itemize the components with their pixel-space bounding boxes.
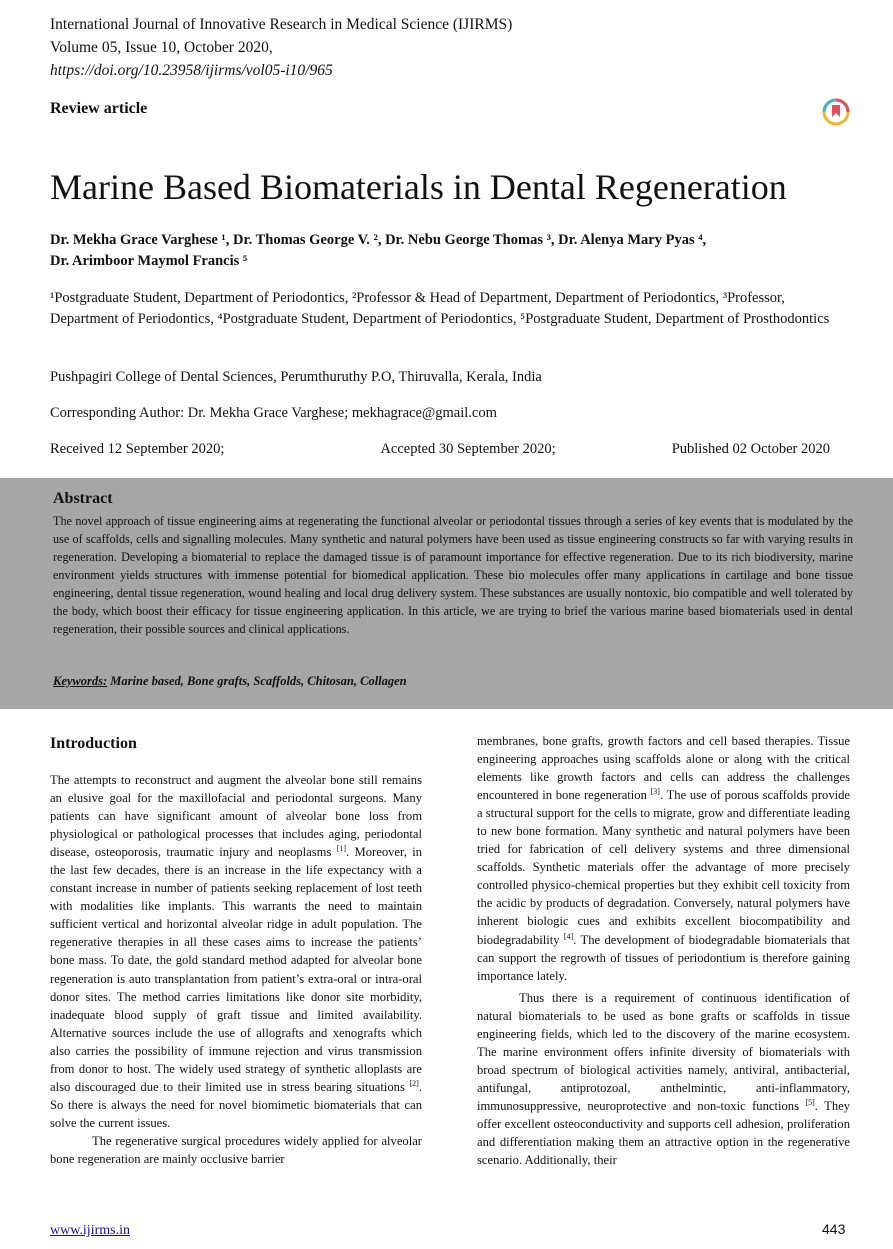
- accepted-date: Accepted 30 September 2020;: [380, 441, 556, 457]
- published-date: Published 02 October 2020: [671, 441, 830, 457]
- citation-3[interactable]: [3]: [650, 786, 660, 796]
- author-line-1: Dr. Mekha Grace Varghese ¹, Dr. Thomas George V. ², Dr. Nebu George Thomas ³, Dr. Alenya Mary Pyas ⁴,: [50, 232, 707, 248]
- footer-website-link[interactable]: www.ijirms.in: [50, 1223, 130, 1238]
- journal-name: International Journal of Innovative Research in Medical Science (IJIRMS): [50, 16, 513, 33]
- affiliations: ¹Postgraduate Student, Department of Periodontics, ²Professor & Head of Department, Department of Periodontics, ³Professor, Department of Periodontics, ⁴Postgraduate Student, Department of Periodontics, ⁵Postgraduate Student, Department of Prosthodontics: [50, 290, 830, 327]
- abstract-text: The novel approach of tissue engineering aims at regenerating the functional alveolar or periodontal tissues through a series of key events that is modulated by the use of scaffolds, cells and signalling molecules. Many synthetic and natural polymers have been used as tissue engineering constructs so far with varying results in regeneration. Developing a biomaterial to replace the damaged tissue is of paramount importance for effective regeneration. Due to its rich biodiversity, marine environment yields structures with immense potential for biomedical application. These bio molecules offer many applications in cartilage and bone tissue engineering, dental tissue regeneration, wound healing and local drug delivery system. These substances are usually nontoxic, bio compatible and well tolerated by the body, which boost their efficacy for tissue engineering application. In this article, we are trying to brief the various marine based biomaterials used in dental regeneration, their possible sources and clinical applications.: [53, 514, 853, 636]
- introduction-heading: Introduction: [50, 735, 137, 752]
- intro-paragraph-2: The regenerative surgical procedures widely applied for alveolar bone regeneration are mainly occlusive barrier: [50, 1133, 422, 1166]
- intro-paragraph-1: The attempts to reconstruct and augment the alveolar bone still remains an elusive goal for the maxillofacial and periodontal surgeons. Many patients can have significant amount of alveolar bone loss from physiological or pathological processes that includes aging, periodontal disease, osteoporosis, traumatic injury and neoplasms [1]. Moreover, in the last few decades, there is an increase in the life expectancy with a constant increase in number of patients seeking replacement of lost teeth with modalities like implants. This warrants the need to maintain sufficient vertical and horizontal alveolar ridge in adult population. The regenerative therapies in all these cases aims to increase the patients’ bone mass. To date, the gold standard method adapted for alveolar bone regeneration is auto transplantation from patient’s extra-oral or intra-oral donor sites. The method carries limitations like donor site morbidity, inadequate blood supply of graft tissue and limited availability. Alternative sources include the use of allografts and xenografts which also carries the possibility of immune rejection and virus transmission from donor to host. The widely used strategy of synthetic alloplasts are also discouraged due to their limited use in stress bearing situations [2]. So there is always the need for novel biomimetic biomaterials that can solve the current issues.: [50, 773, 422, 1130]
- article-type: Review article: [50, 100, 148, 117]
- author-list: [50, 230, 840, 272]
- citation-4[interactable]: [4]: [563, 931, 574, 941]
- corresponding-author: Corresponding Author: Dr. Mekha Grace Varghese; mekhagrace@gmail.com: [50, 405, 497, 421]
- intro-paragraph-3: membranes, bone grafts, growth factors and cell based therapies. Tissue engineering approaches using scaffolds alone or along with the critical elements like growth factors and cells can address the challenges encountered in bone regeneration [3]. The use of porous scaffolds provide a structural support for the cells to migrate, grow and differentiate leading to new bone formation. Many synthetic and natural polymers have been tried for fabrication of cell delivery systems and three dimensional scaffolds. Synthetic materials offer the advantage of more precisely controlled physico-chemical properties but they exhibit cell toxicity from the acidic by products of degradation. Conversely, natural polymers have inherent biologic cues and exhibits excellent biocompatibility and biodegradability [4]. The development of biodegradable biomaterials that can support the regrowth of tissues of periodontium is therefore gaining importance lately.: [477, 734, 850, 983]
- intro-paragraph-4: Thus there is a requirement of continuous identification of natural biomaterials to be used as bone grafts or scaffolds in tissue engineering fields, which led to the discovery of the marine ecosystem. The marine environment offers infinite diversity of biomaterials with broad spectrum of biological activities namely, antiviral, antibacterial, antifungal, antiprotozoal, anthelmintic, anti-inflammatory, immunosuppressive, neuroprotective and non-toxic functions [5]. They offer excellent osteoconductivity and supports cell adhesion, proliferation and differentiation making them an attractive option in the regenerative scenario. Additionally, their: [477, 990, 851, 1168]
- citation-5[interactable]: [5]: [805, 1097, 815, 1107]
- left-column: [50, 771, 422, 1168]
- received-date: Received 12 September 2020;: [50, 441, 225, 457]
- keywords: [53, 674, 407, 689]
- article-title: Marine Based Biomaterials in Dental Regeneration: [50, 167, 787, 207]
- author-line-2: Dr. Arimboor Maymol Francis ⁵: [50, 253, 248, 269]
- journal-volume: Volume 05, Issue 10, October 2020,: [50, 39, 273, 56]
- keywords-list: Marine based, Bone grafts, Scaffolds, Chitosan, Collagen: [107, 674, 407, 688]
- citation-2[interactable]: [2]: [409, 1078, 419, 1088]
- abstract-heading: Abstract: [53, 490, 113, 507]
- right-column: [477, 732, 850, 1169]
- keywords-label: Keywords:: [53, 674, 108, 688]
- doi-link[interactable]: https://doi.org/10.23958/ijirms/vol05-i10/965: [50, 62, 333, 79]
- citation-1[interactable]: [1]: [336, 844, 347, 853]
- abstract-section: [0, 478, 893, 709]
- page-number: 443: [822, 1221, 846, 1237]
- article-dates: [50, 441, 830, 458]
- institution: Pushpagiri College of Dental Sciences, Perumthuruthy P.O, Thiruvalla, Kerala, India: [50, 369, 542, 385]
- crossmark-icon[interactable]: [822, 98, 850, 126]
